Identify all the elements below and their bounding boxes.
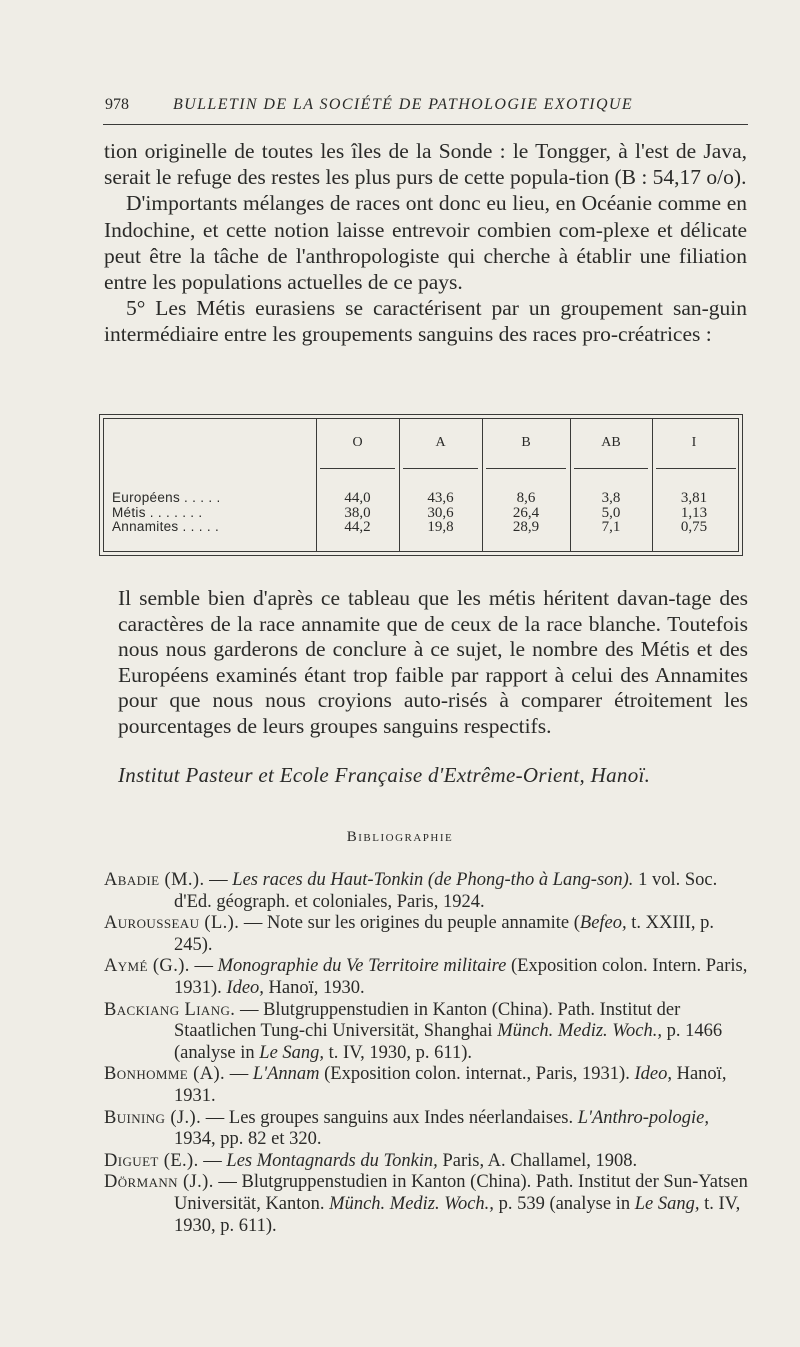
entry-separator: — bbox=[189, 956, 218, 977]
column-header-ab: AB bbox=[601, 435, 621, 450]
column-header-i: I bbox=[691, 435, 697, 450]
entry-separator: — bbox=[225, 1064, 253, 1085]
entry-author: Backiang Liang. bbox=[104, 999, 236, 1020]
entry-separator: — bbox=[201, 1107, 229, 1128]
table-cell: 7,1 bbox=[601, 519, 621, 535]
conclusion-paragraph: Il semble bien d'après ce tableau que les métis héritent davan-tage des caractères de la race annamite que de ceux de la race blanche. Toutefois nous nous garderons de conclure à ce sujet, le nombre des Métis et des Européens examinés étant trop faible par rapport à celui des Annamites pour que nous nous croyions auto-risés à comparer étroitement les pourcentages de leurs groupes sanguins respectifs. bbox=[118, 586, 748, 738]
table-cell: 44,2 bbox=[344, 519, 371, 535]
entry-author: Bonhomme (A). bbox=[104, 1064, 226, 1085]
table-cell: 38,0 bbox=[344, 504, 371, 521]
paragraph-1: tion originelle de toutes les îles de la Sonde : le Tongger, à l'est de Java, serait le refuge des restes les plus purs de cette popula-tion (B : 54,17 o/o). bbox=[104, 139, 747, 190]
table-header-rule bbox=[486, 468, 566, 469]
entry-details: Hanoï, 1930. bbox=[263, 977, 365, 998]
entry-separator: — bbox=[204, 870, 233, 890]
entry-title: Ideo, bbox=[226, 977, 264, 998]
entry-title: L'Anthro-pologie, bbox=[577, 1107, 709, 1128]
entry-details: Hanoï, 1931. bbox=[174, 1064, 727, 1106]
row-label-europeens: Européens . . . . . bbox=[112, 490, 221, 505]
bibliography-list bbox=[104, 870, 752, 1237]
table-cell: 0,75 bbox=[680, 519, 708, 535]
table-header-rule bbox=[403, 468, 478, 469]
row-label-annamites: Annamites . . . . . bbox=[112, 519, 219, 534]
entry-title: Münch. Mediz. Woch., bbox=[329, 1193, 494, 1214]
entry-title: Befeo, bbox=[579, 913, 627, 934]
entry-title: Les Montagnards du Tonkin, bbox=[226, 1150, 438, 1171]
entry-details: Blutgruppenstudien in Kanton (China). Path. Institut der Staatlichen Tung-chi Universität, Shanghai bbox=[174, 999, 681, 1042]
table-cell: 8,6 bbox=[516, 490, 536, 506]
column-values-ab bbox=[570, 491, 652, 535]
table-inner-border bbox=[103, 418, 739, 552]
entry-details: Les groupes sanguins aux Indes néerlandaises. bbox=[228, 1107, 578, 1128]
entry-author: Aurousseau (L.). bbox=[104, 913, 240, 934]
table-cell: 1,13 bbox=[680, 504, 708, 521]
row-label-metis: Métis . . . . . . . bbox=[112, 504, 203, 520]
blood-group-table bbox=[99, 414, 743, 556]
entry-title: L'Annam bbox=[252, 1064, 320, 1085]
bibliography-entry bbox=[104, 913, 752, 956]
entry-details: t. XXIII, p. 245). bbox=[174, 913, 714, 955]
table-cell: 26,4 bbox=[512, 504, 540, 521]
column-header-b: B bbox=[521, 435, 531, 450]
entry-title: Les races du Haut-Tonkin (de Phong-tho à Lang-son). bbox=[232, 870, 634, 890]
body-text bbox=[104, 138, 747, 348]
entry-separator: — bbox=[213, 1172, 242, 1193]
table-cell: 3,8 bbox=[601, 490, 621, 506]
bibliography-entry bbox=[104, 870, 752, 913]
entry-details: p. 1466 (analyse in bbox=[174, 1021, 723, 1063]
entry-author: Abadie (M.). bbox=[104, 870, 205, 890]
entry-separator: — bbox=[239, 913, 268, 934]
entry-details: (Exposition colon. Intern. Paris, 1931). bbox=[174, 956, 748, 998]
table-cell: 30,6 bbox=[427, 504, 454, 521]
paragraph-2: D'importants mélanges de races ont donc eu lieu, en Océanie comme en Indochine, et cette notion laisse entrevoir combien com-plexe et délicate peut être la tâche de l'anthropologiste qui cherche à établir une filiation entre les populations actuelles de ce pays. bbox=[104, 191, 747, 295]
table-cell: 28,9 bbox=[512, 519, 540, 535]
bibliography-entry bbox=[104, 1064, 752, 1107]
entry-details: t. IV, 1930, p. 611). bbox=[174, 1193, 741, 1236]
column-values-i bbox=[652, 491, 736, 535]
entry-details: Note sur les origines du peuple annamite ( bbox=[267, 913, 580, 934]
bibliography-entry bbox=[104, 1108, 752, 1151]
conclusion-text bbox=[118, 586, 748, 740]
entry-details: Paris, A. Challamel, 1908. bbox=[437, 1150, 638, 1171]
entry-details: p. 539 (analyse in bbox=[493, 1193, 635, 1214]
entry-details: 1934, pp. 82 et 320. bbox=[174, 1129, 322, 1150]
table-cell: 3,81 bbox=[680, 490, 708, 506]
row-labels bbox=[112, 491, 221, 535]
running-title: BULLETIN DE LA SOCIÉTÉ DE PATHOLOGIE EXOTIQUE bbox=[173, 96, 634, 113]
column-header-o: O bbox=[352, 435, 363, 450]
entry-details: 1 vol. Soc. d'Ed. géograph. et coloniales, Paris, 1924. bbox=[174, 870, 718, 912]
page-number: 978 bbox=[105, 96, 129, 113]
entry-details: Blutgruppenstudien in Kanton (China). Path. Institut der Sun-Yatsen Universität, Kanton. bbox=[174, 1172, 748, 1214]
bibliography-entry bbox=[104, 1172, 752, 1237]
entry-author: Buining (J.). bbox=[104, 1107, 202, 1128]
running-header bbox=[103, 92, 748, 118]
entry-title: Monographie du Ve Territoire militaire bbox=[217, 956, 507, 977]
bibliography-entry bbox=[104, 1000, 752, 1065]
entry-author: Aymé (G.). bbox=[104, 956, 190, 977]
header-rule bbox=[103, 124, 748, 125]
entry-details: t. IV, 1930, p. 611). bbox=[324, 1042, 473, 1063]
entry-separator: — bbox=[235, 999, 264, 1020]
table-cell: 19,8 bbox=[427, 519, 454, 535]
entry-title: Ideo, bbox=[634, 1064, 672, 1085]
paragraph-3: 5° Les Métis eurasiens se caractérisent par un groupement san-guin intermédiaire entre les groupements sanguins des races pro-créatrices : bbox=[104, 296, 747, 347]
entry-title: Le Sang, bbox=[634, 1193, 700, 1214]
table-cell: 44,0 bbox=[344, 490, 371, 506]
column-header-a: A bbox=[435, 435, 446, 450]
column-values-o bbox=[316, 491, 399, 535]
table-cell: 43,6 bbox=[427, 490, 454, 506]
bibliography-entry bbox=[104, 956, 752, 999]
entry-title: Le Sang, bbox=[259, 1042, 325, 1063]
table-header-rule bbox=[656, 468, 736, 469]
table-header-rule bbox=[574, 468, 648, 469]
table-header-rule bbox=[320, 468, 395, 469]
entry-title: Münch. Mediz. Woch., bbox=[497, 1021, 662, 1042]
entry-author: Dörmann (J.). bbox=[104, 1172, 214, 1193]
bibliography-title: Bibliographie bbox=[346, 829, 454, 845]
table-cell: 5,0 bbox=[601, 504, 621, 521]
affiliation: Institut Pasteur et Ecole Française d'Extrême-Orient, Hanoï. bbox=[118, 763, 651, 787]
bibliography-entry bbox=[104, 1151, 752, 1173]
column-values-a bbox=[399, 491, 482, 535]
column-values-b bbox=[482, 491, 570, 535]
entry-separator: — bbox=[198, 1150, 227, 1171]
entry-author: Diguet (E.). bbox=[104, 1150, 199, 1171]
entry-details: (Exposition colon. internat., Paris, 1931). bbox=[319, 1064, 635, 1085]
